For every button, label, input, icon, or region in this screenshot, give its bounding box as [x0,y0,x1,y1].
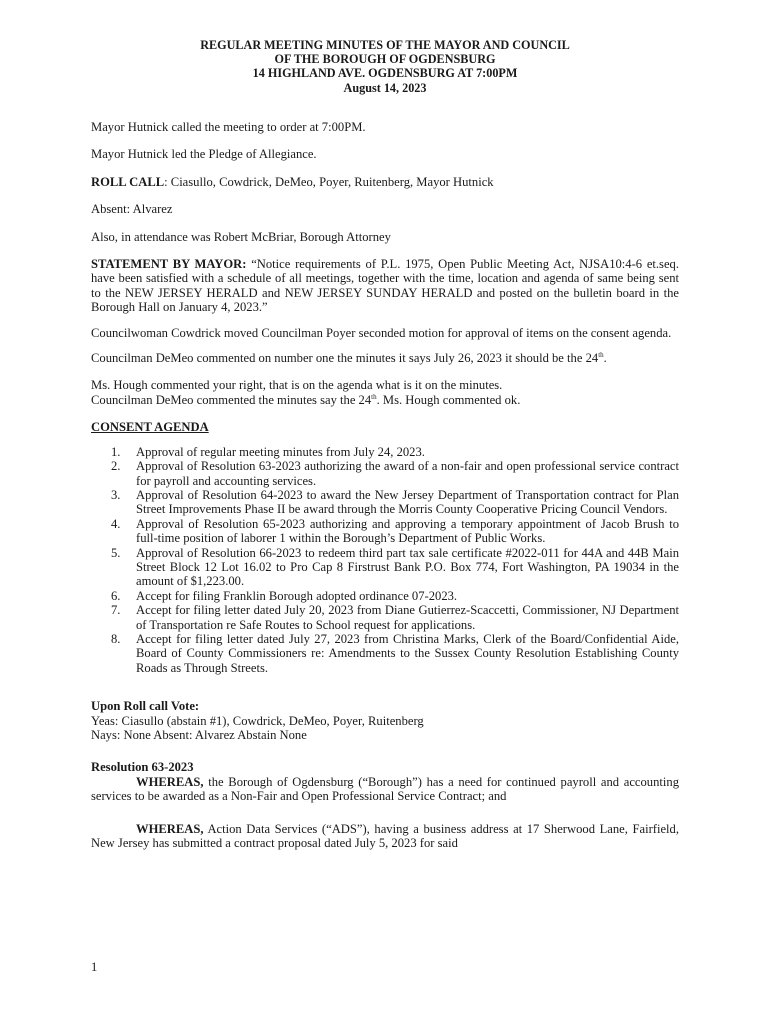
comment1-superscript: th [598,350,604,359]
consent-item-text: Approval of Resolution 64-2023 to award the New Jersey Department of Transportation contract for Plan Street Improvements Phase II be award through the Morris County Cooperative Pricing Council Vendors. [136,487,679,517]
page-number: 1 [91,960,98,974]
comment2-text-a: Councilman DeMeo commented the minutes say the 24 [91,392,372,407]
mayor-statement-paragraph [91,257,679,315]
call-to-order-text: Mayor Hutnick called the meeting to order at 7:00PM. [91,120,366,134]
statement-text: “Notice requirements of P.L. 1975, Open Public Meeting Act, NJSA10:4-6 et.seq. have been satisfied with a schedule of all meetings, together with the time, location and agenda of same being sent to the NEW JERSEY HERALD and NEW JERSEY SUNDAY HERALD and posted on the bulletin board in the Borough Hall on January 4, 2023.” [91,257,679,315]
header-borough-line: OF THE BOROUGH OF OGDENSBURG [274,52,496,67]
comment1-text: Councilman DeMeo commented on number one the minutes it says July 26, 2023 it should be the 24 [91,351,599,366]
resolution-heading: Resolution 63-2023 [91,760,194,775]
consent-item [91,632,679,675]
roll-call-paragraph [91,175,679,189]
whereas-label: WHEREAS, [136,774,204,789]
consent-item-text: Approval of Resolution 63-2023 authorizing the award of a non-fair and open professional service contract for payroll and accounting services. [136,459,679,488]
roll-call-vote-heading: Upon Roll call Vote: [91,699,200,714]
consent-item-number: 2. [111,459,121,474]
consent-item [91,488,679,517]
comment2-superscript: th [371,392,377,401]
consent-item-number: 7. [111,603,121,618]
comment2-text-b: . Ms. Hough commented ok. [376,392,521,407]
vote-yeas: Yeas: Ciasullo (abstain #1), Cowdrick, DeMeo, Poyer, Ruitenberg [91,713,424,728]
consent-item-number: 1. [111,444,121,459]
header-title-line: REGULAR MEETING MINUTES OF THE MAYOR AND COUNCIL [200,38,570,52]
comment2-line1: Ms. Hough commented your right, that is on the agenda what is it on the minutes. [91,378,503,393]
consent-item [91,445,679,459]
pledge-text: Mayor Hutnick led the Pledge of Allegiance. [91,147,317,162]
consent-item-number: 5. [111,545,121,560]
consent-item [91,546,679,589]
consent-item-number: 3. [111,487,121,502]
attendance-text: Also, in attendance was Robert McBriar, Borough Attorney [91,229,391,244]
consent-item-text: Approval of Resolution 66-2023 to redeem third part tax sale certificate #2022-011 for 44A and 44B Main Street Block 12 Lot 16.02 to Pro Cap 8 Firstrust Bank P.O. Box 774, Fort Washington, PA 19034 in the amount of $1,223.00. [136,545,679,589]
whereas-label: WHEREAS, [136,821,204,836]
consent-item [91,517,679,546]
consent-item-text: Approval of regular meeting minutes from July 24, 2023. [136,444,425,459]
resolution-whereas-1 [91,775,679,804]
consent-item-text: Approval of Resolution 65-2023 authorizing and approving a temporary appointment of Jacob Brush to full-time position of laborer 1 within the Borough’s Department of Public Works. [136,516,679,546]
statement-label: STATEMENT BY MAYOR: [91,257,247,272]
header-address-line: 14 HIGHLAND AVE. OGDENSBURG AT 7:00PM [252,66,518,81]
consent-item-number: 4. [111,516,121,531]
consent-item-text: Accept for filing letter dated July 27, 2023 from Christina Marks, Clerk of the Board/Confidential Aide, Board of County Commissioners re: Amendments to the Sussex County Resolution Establishing County Roads as Through Streets. [136,631,679,675]
header-date-line: August 14, 2023 [343,80,427,95]
comment-paragraph-1 [91,351,679,365]
minutes-body [91,120,679,850]
absent-text: Absent: Alvarez [91,202,173,217]
consent-item-number: 6. [111,588,121,603]
consent-agenda-list [91,445,679,676]
consent-item [91,589,679,603]
consent-item-number: 8. [111,631,121,646]
resolution-whereas-2 [91,822,679,851]
comment2-line2 [91,393,679,407]
roll-call-text: : Ciasullo, Cowdrick, DeMeo, Poyer, Ruitenberg, Mayor Hutnick [164,174,494,189]
roll-call-label: ROLL CALL [91,174,165,189]
minutes-header [0,38,770,95]
consent-item [91,603,679,632]
vote-nays: Nays: None Absent: Alvarez Abstain None [91,728,307,742]
whereas-text: the Borough of Ogdensburg (“Borough”) has a need for continued payroll and accounting services to be awarded as a Non-Fair and Open Professional Service Contract; and [91,774,679,804]
consent-agenda-heading: CONSENT AGENDA [91,420,209,435]
consent-item-text: Accept for filing letter dated July 20, 2023 from Diane Gutierrez-Scaccetti, Commissioner, NJ Department of Transportation re Safe Routes to School request for applications. [136,603,679,632]
comment1-end: . [603,351,607,366]
consent-item-text: Accept for filing Franklin Borough adopted ordinance 07-2023. [136,588,458,603]
consent-item [91,459,679,488]
whereas-text: Action Data Services (“ADS”), having a business address at 17 Sherwood Lane, Fairfield, New Jersey has submitted a contract proposal dated July 5, 2023 for said [91,821,679,851]
motion-text: Councilwoman Cowdrick moved Councilman Poyer seconded motion for approval of items on the consent agenda. [91,325,672,340]
